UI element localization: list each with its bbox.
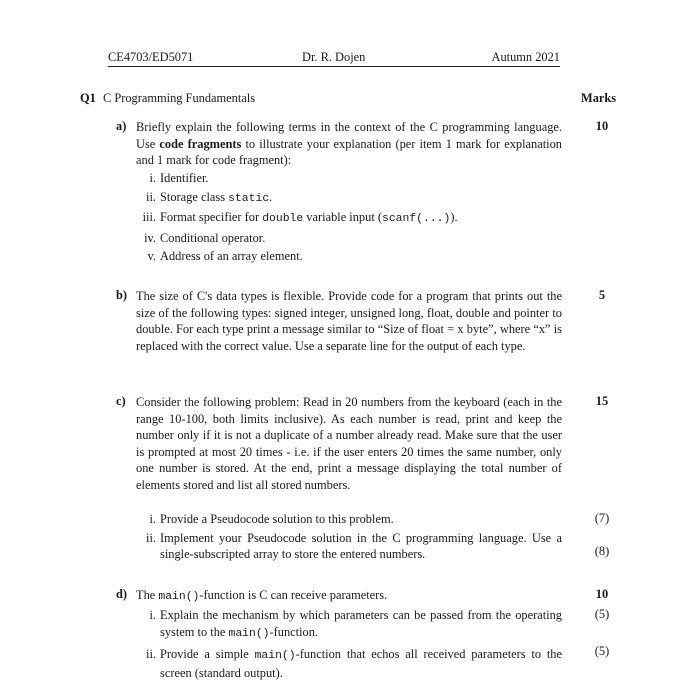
part-a [116,119,562,169]
part-b [116,288,562,354]
part-c-items [136,511,562,563]
list-item: i. Explain the mechanism by which parameters can be passed from the operating system to the main()-function. [149,608,562,640]
part-d [116,587,562,606]
course-code: CE4703/ED5071 [108,50,194,64]
list-item: ii. Storage class static. [146,189,273,205]
part-d-text: The main()-function is C can receive parameters. [136,588,388,603]
part-b-marks: 5 [598,288,606,302]
part-c-marks: 15 [595,394,609,408]
code-fragments-emphasis: code fragments [159,136,242,151]
list-item: i. Provide a Pseudocode solution to this problem. [149,512,394,526]
part-d-ii-marks: (5) [594,644,610,658]
list-item: ii. Provide a simple main()-function that echos all received parameters to the screen (standard output). [146,647,563,680]
part-b-label: b) [116,288,128,302]
part-d-i-marks: (5) [594,607,610,621]
question-title-text: C Programming Fundamentals [102,91,256,105]
part-a-label: a) [116,119,127,133]
question-title [80,91,255,106]
part-c [116,394,562,494]
part-a-text: Briefly explain the following terms in the context of the C programming language. Use code fragments to illustrate your explanation (per item 1 mark for explanation and 1 mark for code fragment): [136,120,562,168]
part-a-items [136,170,562,265]
part-c-i-marks: (7) [594,511,610,525]
list-item: ii. Implement your Pseudocode solution in the C programming language. Use a single-subscripted array to store the entered numbers. [146,530,562,562]
list-item: v. Address of an array element. [147,249,303,264]
part-c-text: Consider the following problem: Read in 20 numbers from the keyboard (each in the range 10-100, both limits inclusive). As each number is read, print and keep the number only if it is not a duplicate of a number already read. Make sure that the user is prompted at most 20 times - i.e. if the user enters 20 times the same number, only one number is stored. At the end, print a message displaying the total number of elements stored and list all stored numbers. [136,395,562,492]
part-b-text: The size of C's data types is flexible. Provide code for a program that prints out the size of the following types: signed integer, unsigned long, float, double and pointer to double. For each type print a message similar to “Size of float = x byte”, where “x” is replaced with the correct value. Use a separate line for the output of each type. [136,289,562,353]
list-item: i. Identifier. [149,171,209,185]
list-item: iv. Conditional operator. [144,230,266,245]
part-d-marks: 10 [595,587,609,601]
question-number: Q1 [80,91,96,105]
marks-heading: Marks [581,91,617,105]
part-d-items [136,607,562,681]
term-label: Autumn 2021 [491,50,560,64]
part-c-ii-marks: (8) [594,544,610,558]
list-item: iii. Format specifier for double variable input (scanf(...)). [142,210,458,226]
page-header [108,44,560,67]
author-name: Dr. R. Dojen [302,50,366,64]
part-a-marks: 10 [595,119,609,133]
part-c-label: c) [116,394,126,408]
part-d-label: d) [116,587,128,601]
